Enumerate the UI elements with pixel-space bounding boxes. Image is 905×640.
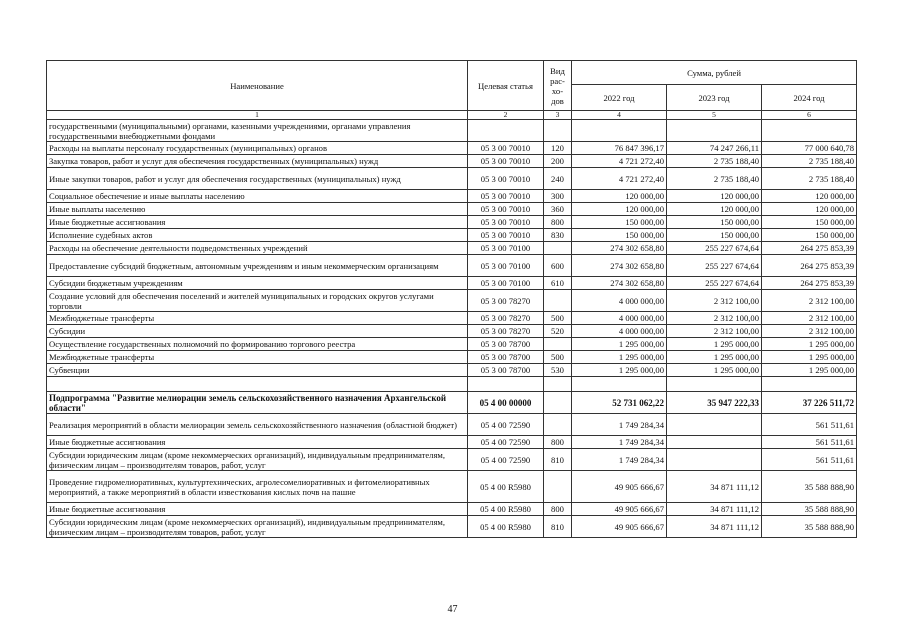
row-sum-2023: 1 295 000,00 bbox=[667, 338, 762, 351]
table-row bbox=[47, 242, 857, 255]
header-name: Наименование bbox=[47, 61, 468, 111]
row-sum-2023: 74 247 266,11 bbox=[667, 142, 762, 155]
row-code: 05 3 00 78700 bbox=[468, 364, 544, 377]
row-name: Субсидии юридическим лицам (кроме некоммерческих организаций), индивидуальным предпринимателям, физическим лицам – производителям товаров, работ, услуг bbox=[47, 449, 468, 471]
row-name: Предоставление субсидий бюджетным, автономным учреждениям и иным некоммерческим организациям bbox=[47, 255, 468, 277]
row-sum-2022: 1 295 000,00 bbox=[572, 364, 667, 377]
table-row bbox=[47, 338, 857, 351]
table-row bbox=[47, 290, 857, 312]
row-name: Закупка товаров, работ и услуг для обеспечения государственных (муниципальных) нужд bbox=[47, 155, 468, 168]
table-row bbox=[47, 120, 857, 142]
row-code: 05 4 00 R5980 bbox=[468, 503, 544, 516]
row-code: 05 3 00 70100 bbox=[468, 277, 544, 290]
row-sum-2022: 49 905 666,67 bbox=[572, 471, 667, 503]
row-sum-2023: 255 227 674,64 bbox=[667, 277, 762, 290]
row-sum-2024: 264 275 853,39 bbox=[762, 255, 857, 277]
row-expense-type: 810 bbox=[544, 516, 572, 538]
row-sum-2024: 35 588 888,90 bbox=[762, 503, 857, 516]
table-row bbox=[47, 142, 857, 155]
index-cell: 3 bbox=[544, 111, 572, 120]
row-sum-2022: 49 905 666,67 bbox=[572, 516, 667, 538]
header-type: Вид рас-хо-дов bbox=[544, 61, 572, 111]
row-sum-2022 bbox=[572, 120, 667, 142]
row-expense-type: 200 bbox=[544, 155, 572, 168]
row-sum-2022: 1 295 000,00 bbox=[572, 351, 667, 364]
row-expense-type bbox=[544, 414, 572, 436]
table-row bbox=[47, 351, 857, 364]
row-sum-2023 bbox=[667, 120, 762, 142]
row-expense-type bbox=[544, 392, 572, 414]
row-sum-2024: 35 588 888,90 bbox=[762, 516, 857, 538]
row-code: 05 3 00 70010 bbox=[468, 203, 544, 216]
row-code: 05 3 00 78270 bbox=[468, 312, 544, 325]
table-body bbox=[47, 120, 857, 538]
index-cell: 4 bbox=[572, 111, 667, 120]
row-sum-2024: 150 000,00 bbox=[762, 216, 857, 229]
row-sum-2024: 264 275 853,39 bbox=[762, 242, 857, 255]
header-2023: 2023 год bbox=[667, 85, 762, 111]
row-code: 05 3 00 70010 bbox=[468, 229, 544, 242]
row-sum-2022: 150 000,00 bbox=[572, 229, 667, 242]
index-row bbox=[47, 111, 857, 120]
row-name: Субвенции bbox=[47, 364, 468, 377]
row-name: Подпрограмма "Развитие мелиорации земель сельскохозяйственного назначения Архангельской области" bbox=[47, 392, 468, 414]
row-sum-2024: 561 511,61 bbox=[762, 436, 857, 449]
row-code: 05 4 00 00000 bbox=[468, 392, 544, 414]
index-cell: 1 bbox=[47, 111, 468, 120]
row-code: 05 4 00 72590 bbox=[468, 449, 544, 471]
row-sum-2023: 2 312 100,00 bbox=[667, 312, 762, 325]
row-sum-2022: 49 905 666,67 bbox=[572, 503, 667, 516]
row-sum-2023 bbox=[667, 414, 762, 436]
row-sum-2022: 76 847 396,17 bbox=[572, 142, 667, 155]
row-sum-2023: 2 735 188,40 bbox=[667, 168, 762, 190]
table-row bbox=[47, 277, 857, 290]
row-sum-2023 bbox=[667, 436, 762, 449]
row-sum-2023: 255 227 674,64 bbox=[667, 242, 762, 255]
table-row bbox=[47, 168, 857, 190]
row-name: Проведение гидромелиоративных, культуртехнических, агролесомелиоративных и фитомелиоративных мероприятий, а также мероприятий в области известкования кислых почв на пашне bbox=[47, 471, 468, 503]
row-sum-2024: 264 275 853,39 bbox=[762, 277, 857, 290]
row-name: Иные бюджетные ассигнования bbox=[47, 216, 468, 229]
row-sum-2024 bbox=[762, 377, 857, 392]
row-sum-2024: 1 295 000,00 bbox=[762, 364, 857, 377]
row-sum-2024: 2 735 188,40 bbox=[762, 168, 857, 190]
row-sum-2024: 120 000,00 bbox=[762, 190, 857, 203]
row-expense-type: 810 bbox=[544, 449, 572, 471]
row-name: Иные бюджетные ассигнования bbox=[47, 436, 468, 449]
row-sum-2023: 34 871 111,12 bbox=[667, 471, 762, 503]
row-sum-2022: 274 302 658,80 bbox=[572, 277, 667, 290]
row-sum-2024: 37 226 511,72 bbox=[762, 392, 857, 414]
row-code: 05 4 00 72590 bbox=[468, 436, 544, 449]
row-sum-2024: 2 735 188,40 bbox=[762, 155, 857, 168]
row-expense-type bbox=[544, 471, 572, 503]
row-sum-2024: 561 511,61 bbox=[762, 449, 857, 471]
row-code: 05 3 00 78270 bbox=[468, 325, 544, 338]
table-row bbox=[47, 312, 857, 325]
row-expense-type: 800 bbox=[544, 216, 572, 229]
row-name: Реализация мероприятий в области мелиорации земель сельскохозяйственного назначения (областной бюджет) bbox=[47, 414, 468, 436]
row-sum-2023 bbox=[667, 449, 762, 471]
row-code: 05 3 00 70100 bbox=[468, 242, 544, 255]
row-expense-type: 360 bbox=[544, 203, 572, 216]
row-expense-type: 120 bbox=[544, 142, 572, 155]
row-sum-2022: 4 721 272,40 bbox=[572, 168, 667, 190]
row-code: 05 3 00 70010 bbox=[468, 142, 544, 155]
table-row bbox=[47, 436, 857, 449]
row-sum-2022: 1 749 284,34 bbox=[572, 436, 667, 449]
row-sum-2023: 255 227 674,64 bbox=[667, 255, 762, 277]
row-sum-2022: 4 000 000,00 bbox=[572, 312, 667, 325]
table-row bbox=[47, 190, 857, 203]
row-sum-2024: 120 000,00 bbox=[762, 203, 857, 216]
row-expense-type bbox=[544, 290, 572, 312]
row-sum-2023: 2 312 100,00 bbox=[667, 325, 762, 338]
row-code: 05 3 00 70010 bbox=[468, 168, 544, 190]
row-code: 05 3 00 78270 bbox=[468, 290, 544, 312]
row-sum-2023: 35 947 222,33 bbox=[667, 392, 762, 414]
row-sum-2024: 150 000,00 bbox=[762, 229, 857, 242]
budget-table bbox=[46, 60, 857, 538]
row-expense-type: 800 bbox=[544, 503, 572, 516]
row-sum-2023 bbox=[667, 377, 762, 392]
row-name: Социальное обеспечение и иные выплаты населению bbox=[47, 190, 468, 203]
row-code: 05 4 00 R5980 bbox=[468, 471, 544, 503]
table-row bbox=[47, 364, 857, 377]
row-name: Субсидии юридическим лицам (кроме некоммерческих организаций), индивидуальным предпринимателям, физическим лицам – производителям товаров, работ, услуг bbox=[47, 516, 468, 538]
table-row bbox=[47, 503, 857, 516]
row-expense-type: 610 bbox=[544, 277, 572, 290]
row-expense-type bbox=[544, 242, 572, 255]
row-sum-2022: 150 000,00 bbox=[572, 216, 667, 229]
header-2022: 2022 год bbox=[572, 85, 667, 111]
row-code: 05 3 00 70010 bbox=[468, 155, 544, 168]
row-sum-2023: 150 000,00 bbox=[667, 229, 762, 242]
row-sum-2022: 1 749 284,34 bbox=[572, 449, 667, 471]
row-sum-2023: 1 295 000,00 bbox=[667, 351, 762, 364]
row-sum-2024: 1 295 000,00 bbox=[762, 338, 857, 351]
row-sum-2022: 52 731 062,22 bbox=[572, 392, 667, 414]
table-row bbox=[47, 377, 857, 392]
table-row bbox=[47, 471, 857, 503]
row-name bbox=[47, 377, 468, 392]
row-expense-type: 240 bbox=[544, 168, 572, 190]
row-sum-2024: 1 295 000,00 bbox=[762, 351, 857, 364]
index-cell: 2 bbox=[468, 111, 544, 120]
row-sum-2023: 2 735 188,40 bbox=[667, 155, 762, 168]
row-name: Межбюджетные трансферты bbox=[47, 312, 468, 325]
row-expense-type: 530 bbox=[544, 364, 572, 377]
row-name: Осуществление государственных полномочий по формированию торгового реестра bbox=[47, 338, 468, 351]
row-sum-2023: 120 000,00 bbox=[667, 203, 762, 216]
table-row bbox=[47, 449, 857, 471]
row-name: государственными (муниципальными) органами, казенными учреждениями, органами управления государственными внебюджетными фондами bbox=[47, 120, 468, 142]
table-row bbox=[47, 155, 857, 168]
row-sum-2022: 120 000,00 bbox=[572, 190, 667, 203]
row-sum-2022: 1 295 000,00 bbox=[572, 338, 667, 351]
row-expense-type: 800 bbox=[544, 436, 572, 449]
row-name: Расходы на обеспечение деятельности подведомственных учреждений bbox=[47, 242, 468, 255]
row-expense-type: 520 bbox=[544, 325, 572, 338]
row-sum-2022: 1 749 284,34 bbox=[572, 414, 667, 436]
table-row bbox=[47, 392, 857, 414]
row-expense-type bbox=[544, 120, 572, 142]
row-code: 05 3 00 78700 bbox=[468, 351, 544, 364]
header-2024: 2024 год bbox=[762, 85, 857, 111]
row-sum-2023: 34 871 111,12 bbox=[667, 516, 762, 538]
row-expense-type: 830 bbox=[544, 229, 572, 242]
header-sum: Сумма, рублей bbox=[572, 61, 857, 85]
row-name: Субсидии бюджетным учреждениям bbox=[47, 277, 468, 290]
row-name: Иные закупки товаров, работ и услуг для обеспечения государственных (муниципальных) нужд bbox=[47, 168, 468, 190]
row-sum-2022: 4 000 000,00 bbox=[572, 325, 667, 338]
row-code: 05 4 00 R5980 bbox=[468, 516, 544, 538]
row-sum-2024: 35 588 888,90 bbox=[762, 471, 857, 503]
row-code bbox=[468, 120, 544, 142]
row-expense-type: 500 bbox=[544, 312, 572, 325]
row-expense-type bbox=[544, 377, 572, 392]
row-sum-2024: 2 312 100,00 bbox=[762, 290, 857, 312]
row-sum-2024: 2 312 100,00 bbox=[762, 325, 857, 338]
row-sum-2022: 274 302 658,80 bbox=[572, 255, 667, 277]
row-expense-type: 500 bbox=[544, 351, 572, 364]
row-sum-2023: 150 000,00 bbox=[667, 216, 762, 229]
row-expense-type: 600 bbox=[544, 255, 572, 277]
row-code bbox=[468, 377, 544, 392]
row-code: 05 4 00 72590 bbox=[468, 414, 544, 436]
row-sum-2023: 2 312 100,00 bbox=[667, 290, 762, 312]
row-sum-2023: 120 000,00 bbox=[667, 190, 762, 203]
row-sum-2023: 1 295 000,00 bbox=[667, 364, 762, 377]
row-name: Расходы на выплаты персоналу государственных (муниципальных) органов bbox=[47, 142, 468, 155]
index-cell: 6 bbox=[762, 111, 857, 120]
row-name: Иные выплаты населению bbox=[47, 203, 468, 216]
index-cell: 5 bbox=[667, 111, 762, 120]
header-code: Целевая статья bbox=[468, 61, 544, 111]
row-sum-2024 bbox=[762, 120, 857, 142]
row-sum-2024: 2 312 100,00 bbox=[762, 312, 857, 325]
row-sum-2024: 561 511,61 bbox=[762, 414, 857, 436]
row-code: 05 3 00 70100 bbox=[468, 255, 544, 277]
row-sum-2023: 34 871 111,12 bbox=[667, 503, 762, 516]
row-name: Создание условий для обеспечения поселений и жителей муниципальных и городских округов услугами торговли bbox=[47, 290, 468, 312]
row-sum-2024: 77 000 640,78 bbox=[762, 142, 857, 155]
row-sum-2022: 120 000,00 bbox=[572, 203, 667, 216]
table-row bbox=[47, 414, 857, 436]
row-code: 05 3 00 70010 bbox=[468, 216, 544, 229]
row-name: Исполнение судебных актов bbox=[47, 229, 468, 242]
row-expense-type bbox=[544, 338, 572, 351]
row-code: 05 3 00 78700 bbox=[468, 338, 544, 351]
row-sum-2022: 4 000 000,00 bbox=[572, 290, 667, 312]
row-sum-2022: 274 302 658,80 bbox=[572, 242, 667, 255]
table-row bbox=[47, 325, 857, 338]
table-row bbox=[47, 516, 857, 538]
row-code: 05 3 00 70010 bbox=[468, 190, 544, 203]
row-sum-2022: 4 721 272,40 bbox=[572, 155, 667, 168]
row-expense-type: 300 bbox=[544, 190, 572, 203]
page-number: 47 bbox=[447, 604, 458, 615]
table-row bbox=[47, 229, 857, 242]
row-sum-2022 bbox=[572, 377, 667, 392]
table-row bbox=[47, 255, 857, 277]
table-row bbox=[47, 203, 857, 216]
row-name: Субсидии bbox=[47, 325, 468, 338]
row-name: Межбюджетные трансферты bbox=[47, 351, 468, 364]
table-row bbox=[47, 216, 857, 229]
row-name: Иные бюджетные ассигнования bbox=[47, 503, 468, 516]
